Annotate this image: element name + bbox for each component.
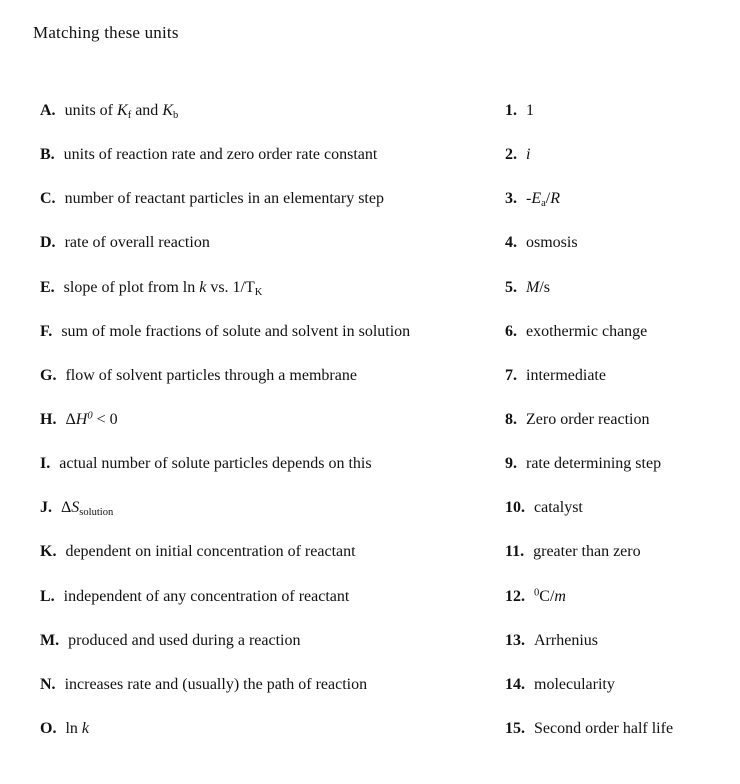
prompt-letter-label: I. [40,455,51,473]
text-segment: increases rate and (usually) the path of reaction [64,675,368,693]
matching-row [40,189,740,233]
text-segment: a [541,198,546,210]
answer-number-label: 6. [505,322,517,340]
prompt-text [65,102,179,119]
matching-prompt [40,454,505,474]
answer-number-label: 12. [505,587,525,605]
matching-prompt [40,410,505,430]
matching-row [40,233,740,277]
matching-row [40,278,740,322]
answer-number-label: 14. [505,675,525,693]
matching-answer [505,366,740,386]
text-segment: - [526,190,532,208]
matching-row [40,366,740,410]
text-segment: number of reactant particles in an elementary step [64,190,384,208]
matching-answer [505,233,740,253]
text-segment: E [531,190,542,208]
text-segment: ln [65,719,82,737]
text-segment: exothermic change [526,322,648,340]
prompt-letter-label: O. [40,719,57,737]
answer-text [526,323,647,340]
matching-row [40,631,740,675]
text-segment: b [172,109,179,121]
text-segment: 0 [87,410,93,422]
answer-number-label: 8. [505,410,517,428]
text-segment: K [162,102,173,119]
matching-answer [505,101,740,121]
prompt-letter-label: G. [40,366,57,384]
text-segment: i [526,146,531,164]
matching-answer [505,675,740,695]
text-segment: Zero order reaction [526,410,650,428]
text-segment: C/ [539,587,555,605]
answer-text [526,146,530,163]
text-segment: f [127,109,132,121]
prompt-text [68,632,300,649]
matching-answer [505,278,740,298]
text-segment: intermediate [526,366,606,384]
text-segment: Second order half life [534,719,674,737]
matching-prompt [40,542,505,562]
matching-row [40,145,740,189]
answer-number-label: 11. [505,543,525,561]
text-segment: 0 [534,587,540,599]
text-segment: Δ [65,410,76,428]
answer-number-label: 4. [505,234,517,252]
answer-number-label: 10. [505,499,525,517]
matching-prompt [40,631,505,651]
prompt-letter-label: C. [40,190,56,208]
text-segment: < 0 [92,410,118,428]
text-segment: rate of overall reaction [64,234,210,252]
answer-number-label: 2. [505,146,517,164]
text-segment: sum of mole fractions of solute and solvent in solution [61,322,411,340]
page-title: Matching these units [33,23,179,42]
text-segment: and [131,102,163,119]
prompt-letter-label: J. [40,499,52,517]
matching-answer [505,587,740,607]
prompt-text [65,411,117,428]
answer-number-label: 7. [505,366,517,384]
matching-prompt [40,675,505,695]
matching-answer [505,454,740,474]
matching-row [40,675,740,719]
answer-text [526,367,606,384]
prompt-letter-label: N. [40,675,56,693]
matching-prompt [40,233,505,253]
answer-text [534,632,598,649]
prompt-letter-label: H. [40,410,57,428]
prompt-letter-label: B. [40,146,55,164]
text-segment: K [117,102,128,119]
text-segment: Arrhenius [534,631,598,649]
matching-prompt [40,189,505,209]
answer-text [534,676,615,693]
text-segment: m [554,587,566,605]
matching-answer [505,322,740,342]
text-segment: rate determining step [526,455,662,473]
matching-row [40,587,740,631]
prompt-text [65,367,356,384]
answer-text [534,720,673,737]
text-segment: M [526,278,540,296]
text-segment: 1 [526,102,534,119]
answer-text [526,190,561,210]
prompt-letter-label: E. [40,278,55,296]
text-segment: catalyst [534,499,583,517]
prompt-letter-label: K. [40,543,57,561]
text-segment: K [254,286,263,298]
matching-prompt [40,587,505,607]
text-segment: greater than zero [533,543,641,561]
prompt-letter-label: A. [40,102,56,119]
matching-prompt [40,366,505,386]
text-segment: actual number of solute particles depends on this [59,455,372,473]
prompt-text [61,499,114,519]
prompt-text [59,455,371,472]
answer-text [534,499,583,516]
answer-number-label: 9. [505,455,517,473]
prompt-text [64,588,350,605]
prompt-letter-label: F. [40,322,53,340]
prompt-text [61,323,410,340]
matching-row [40,542,740,586]
prompt-text [65,676,368,693]
matching-answer [505,631,740,651]
text-segment: S [71,499,80,517]
matching-row [40,498,740,542]
matching-prompt [40,322,505,342]
matching-row [40,101,740,145]
matching-prompt [40,145,505,165]
text-segment: molecularity [534,675,615,693]
prompt-text [65,543,355,560]
matching-answer [505,410,740,430]
prompt-text [64,279,263,296]
prompt-letter-label: D. [40,234,56,252]
matching-answer [505,145,740,165]
answer-text [526,102,534,119]
text-segment: R [550,190,561,208]
matching-answer [505,498,740,518]
text-segment: units of [64,102,118,119]
text-segment: k [81,719,90,737]
answer-text [526,455,661,472]
text-segment: solution [79,507,114,519]
matching-row [40,454,740,498]
answer-number-label: 3. [505,190,517,208]
prompt-text [65,234,210,251]
text-segment: dependent on initial concentration of reactant [65,543,356,561]
matching-row [40,322,740,366]
prompt-letter-label: L. [40,587,55,605]
text-segment: /s [539,278,550,296]
matching-prompt [40,719,505,739]
answer-text [533,543,640,560]
text-segment: Δ [61,499,72,517]
prompt-text [64,146,378,163]
prompt-text [65,720,89,737]
text-segment: produced and used during a reaction [68,631,301,649]
matching-list [40,101,740,763]
text-segment: vs. 1/T [206,278,255,296]
answer-number-label: 15. [505,719,525,737]
text-segment: independent of any concentration of reactant [63,587,350,605]
matching-answer [505,542,740,562]
text-segment: slope of plot from ln [63,278,200,296]
text-segment: H [75,410,88,428]
text-segment: / [545,190,551,208]
matching-answer [505,719,740,739]
matching-prompt [40,101,505,121]
matching-row [40,719,740,763]
prompt-text [65,190,384,207]
answer-text [526,234,578,251]
answer-number-label: 5. [505,278,517,296]
answer-number-label: 1. [505,102,517,119]
text-segment: flow of solvent particles through a membrane [65,366,357,384]
answer-text [526,411,649,428]
matching-row [40,410,740,454]
answer-text [526,279,550,296]
text-segment: osmosis [526,234,578,252]
answer-text [534,588,566,605]
answer-number-label: 13. [505,631,525,649]
matching-prompt [40,498,505,518]
matching-prompt [40,278,505,298]
text-segment: k [199,278,207,296]
matching-answer [505,189,740,209]
prompt-letter-label: M. [40,631,60,649]
text-segment: units of reaction rate and zero order rate constant [63,146,378,164]
